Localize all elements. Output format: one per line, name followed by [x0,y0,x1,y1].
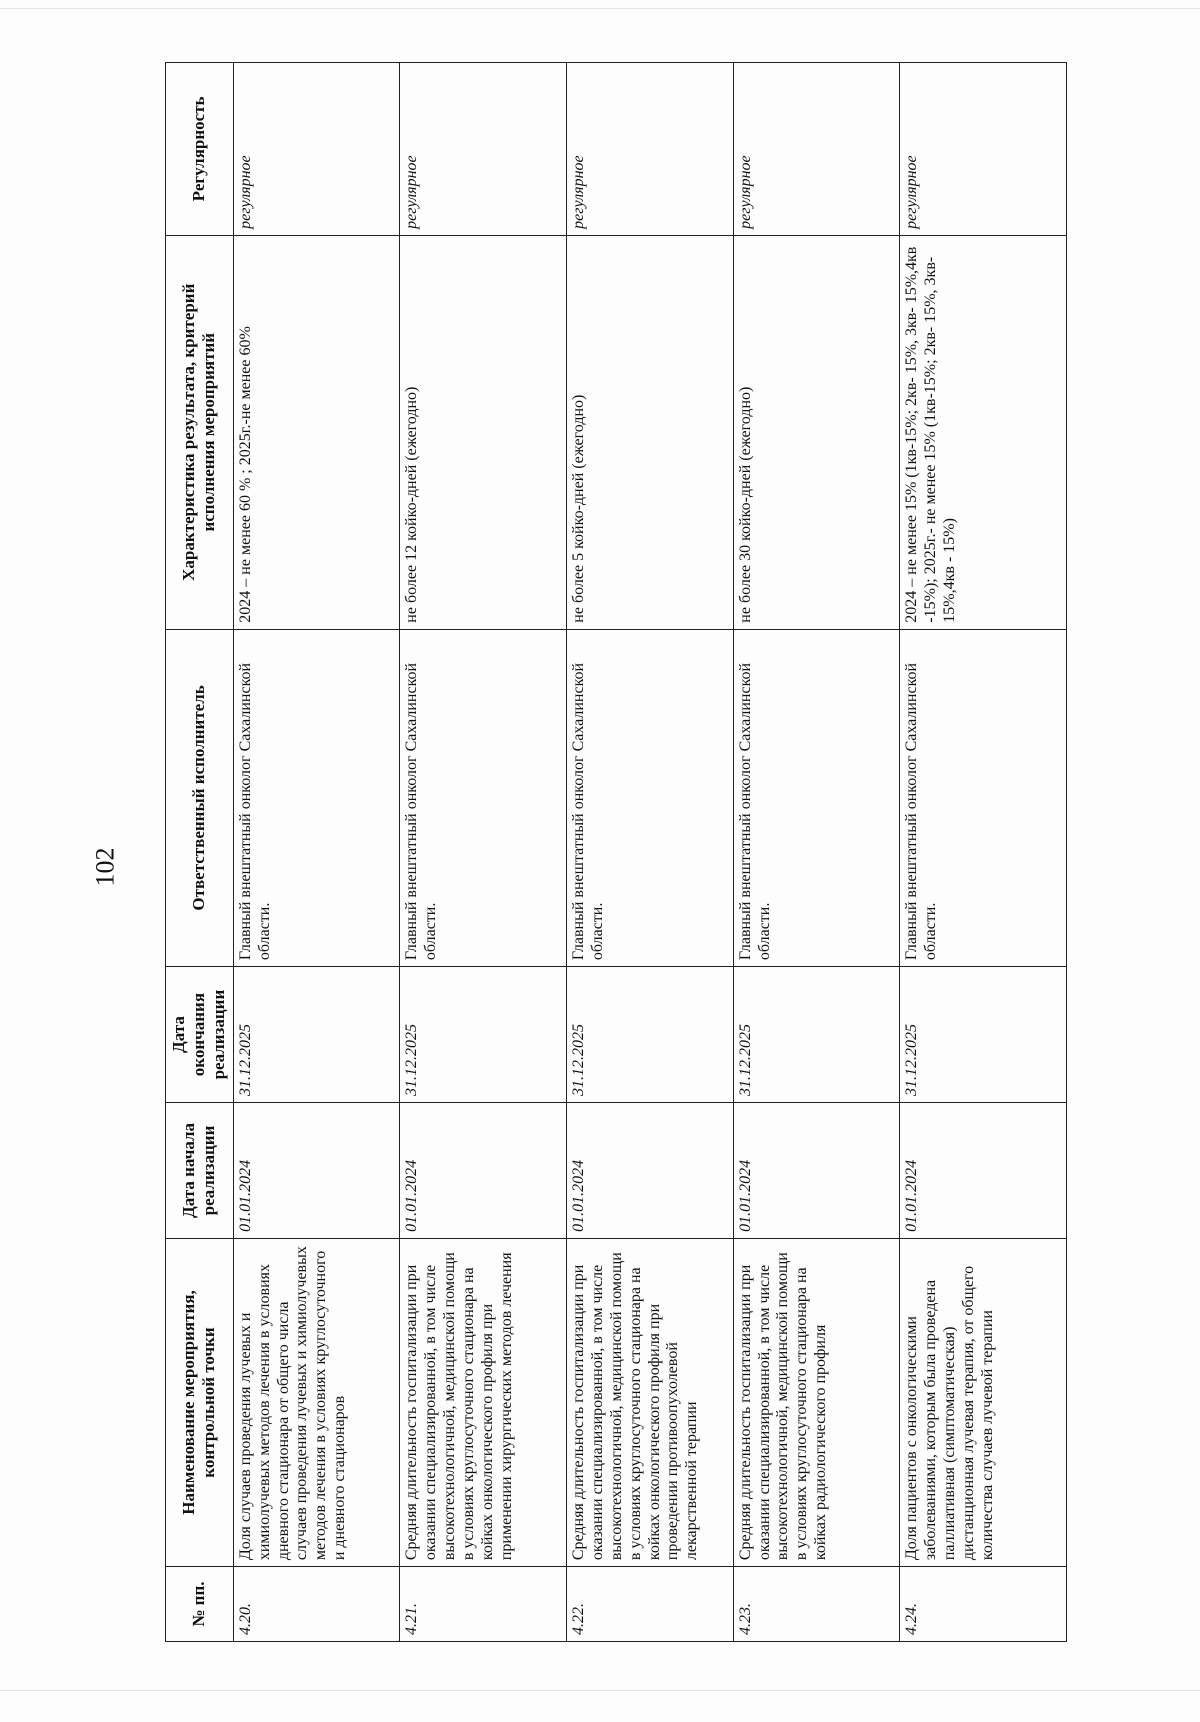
cell-name: Средняя длительность госпитализации при оказании специализированной, в том числе высокотехнологичной, медицинской помощи в условиях круглосуточного стационара на койках радиологического профиля [733,1238,900,1566]
header-start: Дата начала реализации [166,1103,234,1239]
cell-name: Средняя длительность госпитализации при оказании специализированной, в том числе высокотехнологичной, медицинской помощи в условиях круглосуточного стационара на койках онкологического профиля при применении хирургических методов лечения [400,1238,567,1566]
cell-start: 01.01.2024 [733,1103,900,1239]
cell-start: 01.01.2024 [900,1103,1067,1239]
table-row [733,63,900,1642]
cell-executor: Главный внештатный онколог Сахалинской области. [900,629,1067,966]
table-header-row [166,63,234,1642]
cell-num: 4.24. [900,1567,1067,1642]
cell-executor: Главный внештатный онколог Сахалинской области. [733,629,900,966]
cell-start: 01.01.2024 [567,1103,734,1239]
measures-table [165,62,1067,1642]
cell-name: Доля пациентов с онкологическими заболеваниями, которым была проведена паллиативная (симптоматическая) дистанционная лучевая терапия, от общего количества случаев лучевой терапии [900,1238,1067,1566]
cell-name: Доля случаев проведения лучевых и химиолучевых методов лечения в условиях дневного стационара от общего числа случаев проведения лучевых и химиолучевых методов лечения в условиях круглосуточного и дневного стационаров [233,1238,400,1566]
cell-regularity: регулярное [400,63,567,236]
cell-start: 01.01.2024 [400,1103,567,1239]
header-result: Характеристика результата, критерий исполнения мероприятий [166,235,234,629]
header-regularity: Регулярность [166,63,234,236]
cell-end: 31.12.2025 [233,967,400,1103]
table-row [567,63,734,1642]
cell-result: не более 5 койко-дней (ежегодно) [567,235,734,629]
cell-result: 2024 – не менее 60 % ; 2025г.-не менее 60% [233,235,400,629]
cell-executor: Главный внештатный онколог Сахалинской области. [400,629,567,966]
cell-end: 31.12.2025 [400,967,567,1103]
header-name: Наименование мероприятия, контрольной точки [166,1238,234,1566]
cell-regularity: регулярное [733,63,900,236]
cell-end: 31.12.2025 [900,967,1067,1103]
page-number-text: 102 [90,847,120,887]
cell-num: 4.21. [400,1567,567,1642]
cell-end: 31.12.2025 [733,967,900,1103]
cell-executor: Главный внештатный онколог Сахалинской области. [233,629,400,966]
cell-start: 01.01.2024 [233,1103,400,1239]
cell-name: Средняя длительность госпитализации при оказании специализированной, в том числе высокотехнологичной, медицинской помощи в условиях круглосуточного стационара на койках онкологического профиля при проведении противоопухолевой лекарственной терапии [567,1238,734,1566]
table-row [900,63,1067,1642]
header-num: № пп. [166,1567,234,1642]
cell-num: 4.22. [567,1567,734,1642]
table-row [400,63,567,1642]
cell-end: 31.12.2025 [567,967,734,1103]
cell-num: 4.20. [233,1567,400,1642]
rotated-table-container [165,62,1067,1642]
cell-num: 4.23. [733,1567,900,1642]
cell-regularity: регулярное [900,63,1067,236]
cell-regularity: регулярное [567,63,734,236]
cell-result: 2024 – не менее 15% (1кв-15%; 2кв- 15%, 3кв- 15%,4кв -15%); 2025г.- не менее 15% (1кв-15%; 2кв- 15%, 3кв- 15%,4кв - 15%) [900,235,1067,629]
page-number [86,14,120,1722]
header-executor: Ответственный исполнитель [166,629,234,966]
header-end: Дата окончания реализации [166,967,234,1103]
cell-result: не более 30 койко-дней (ежегодно) [733,235,900,629]
cell-regularity: регулярное [233,63,400,236]
cell-executor: Главный внештатный онколог Сахалинской области. [567,629,734,966]
cell-result: не более 12 койко-дней (ежегодно) [400,235,567,629]
table-row [233,63,400,1642]
